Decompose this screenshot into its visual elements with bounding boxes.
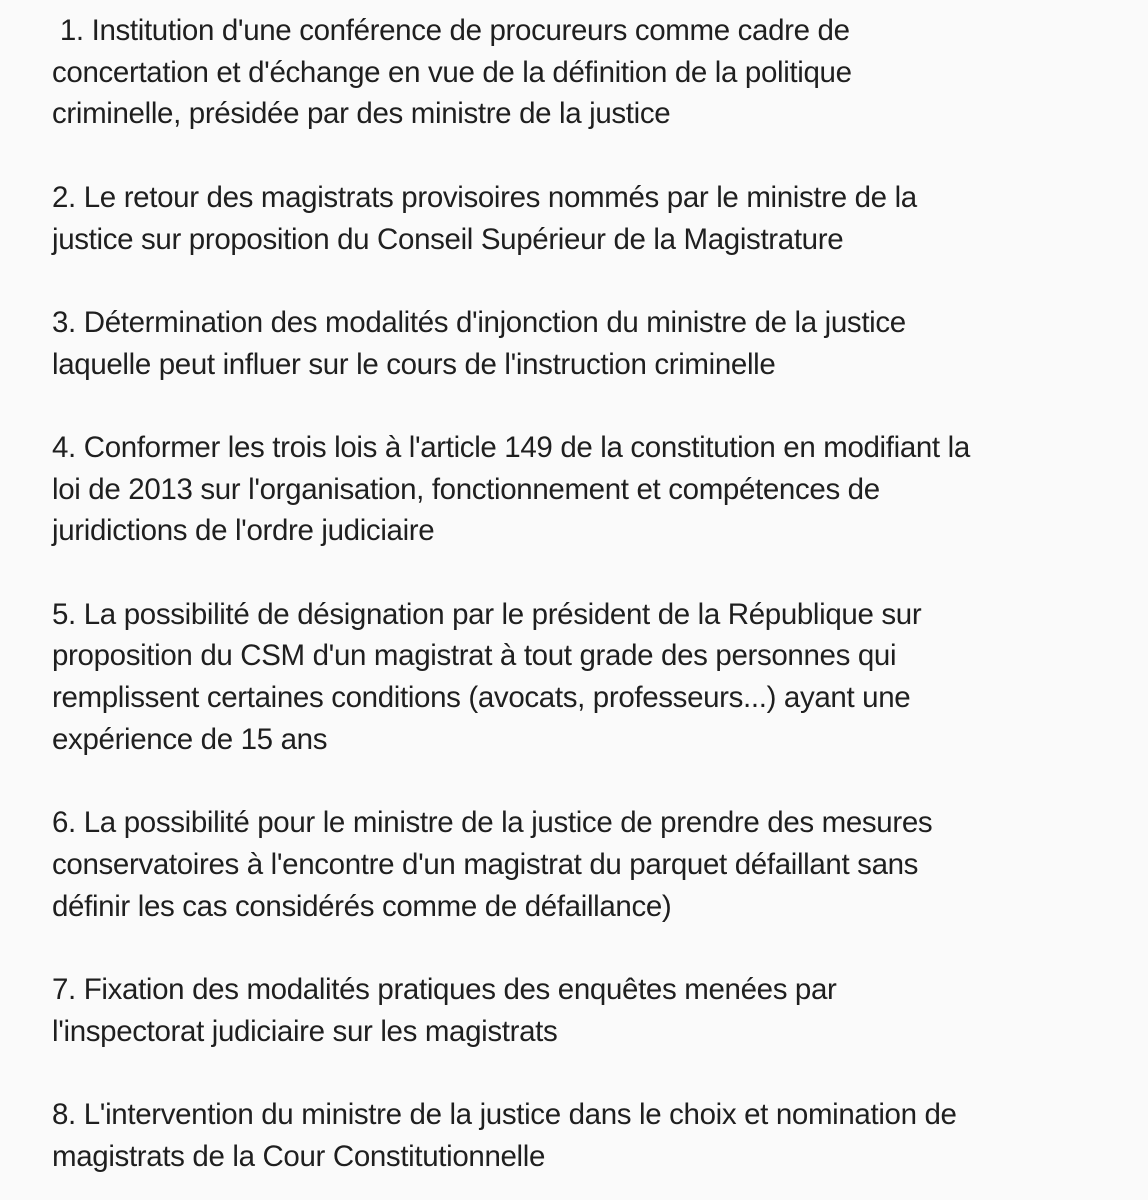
item-6-line-1: 6. La possibilité pour le ministre de la justice de prendre des mesures [52,806,933,840]
item-5-line-2: proposition du CSM d'un magistrat à tout grade des personnes qui [52,639,897,673]
item-1-line-3: criminelle, présidée par des ministre de la justice [52,97,671,131]
list-item-2 [52,177,1142,260]
item-2-line-1: 2. Le retour des magistrats provisoires nommés par le ministre de la [52,180,917,214]
list-item-4 [52,427,1142,552]
item-6-line-2: conservatoires à l'encontre d'un magistrat du parquet défaillant sans [52,847,919,881]
item-7-line-2: l'inspectorat judiciaire sur les magistrats [52,1014,558,1048]
item-6-line-3: définir les cas considérés comme de défaillance) [52,889,672,923]
list-item-6 [52,802,1142,927]
document-body [52,10,1142,1178]
item-3-line-2: laquelle peut influer sur le cours de l'instruction criminelle [52,347,776,381]
item-1-line-2: concertation et d'échange en vue de la définition de la politique [52,55,852,89]
item-1-line-1: 1. Institution d'une conférence de procureurs comme cadre de [52,14,850,47]
list-item-1 [52,10,1142,135]
item-4-line-2: loi de 2013 sur l'organisation, fonctionnement et compétences de [52,472,880,506]
item-4-line-1: 4. Conformer les trois lois à l'article 149 de la constitution en modifiant la [52,430,970,464]
item-8-line-1: 8. L'intervention du ministre de la justice dans le choix et nomination de [52,1098,957,1132]
list-item-7 [52,969,1142,1052]
item-5-line-3: remplissent certaines conditions (avocats, professeurs...) ayant une [52,681,911,715]
item-2-line-2: justice sur proposition du Conseil Supérieur de la Magistrature [52,222,844,256]
list-item-3 [52,302,1142,385]
item-3-line-1: 3. Détermination des modalités d'injonction du ministre de la justice [52,305,906,339]
item-7-line-1: 7. Fixation des modalités pratiques des enquêtes menées par [52,973,837,1007]
list-item-8 [52,1094,1142,1177]
item-5-line-1: 5. La possibilité de désignation par le président de la République sur [52,597,922,631]
item-8-line-2: magistrats de la Cour Constitutionnelle [52,1139,546,1173]
list-item-5 [52,594,1142,761]
item-4-line-3: juridictions de l'ordre judiciaire [52,514,435,548]
item-5-line-4: expérience de 15 ans [52,722,328,756]
